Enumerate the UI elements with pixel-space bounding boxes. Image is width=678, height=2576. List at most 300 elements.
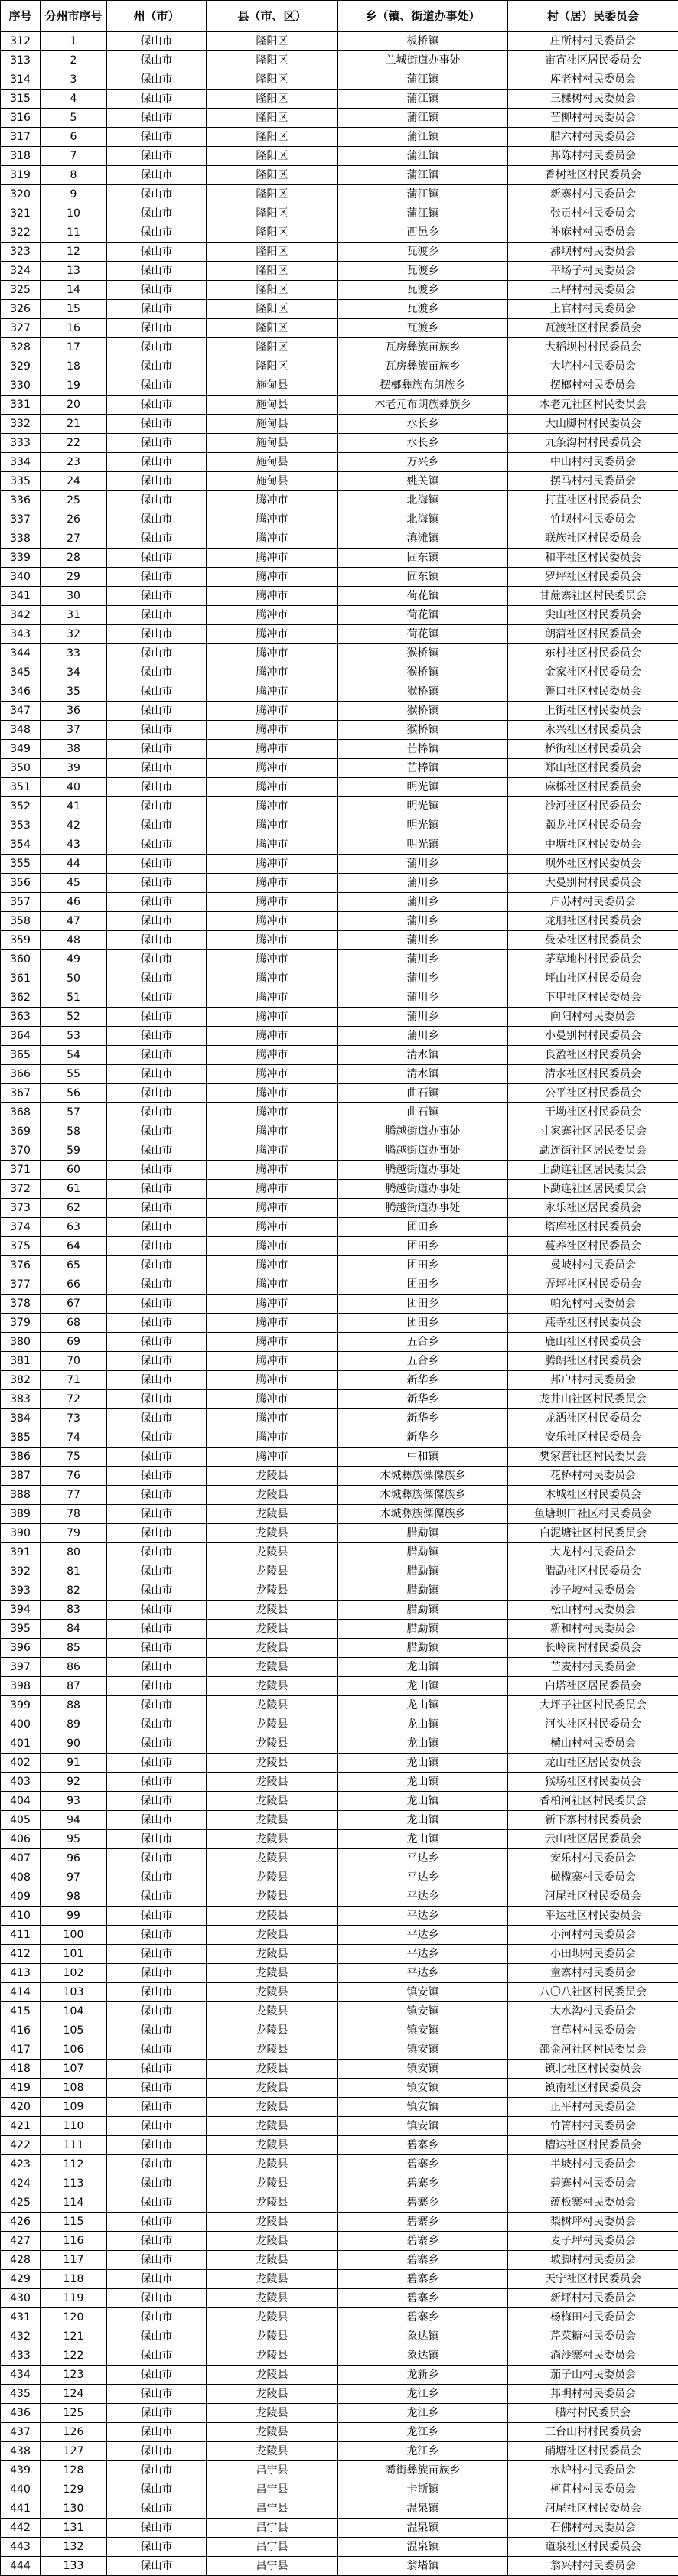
table-row bbox=[1, 2270, 678, 2289]
cell-seq: 339 bbox=[1, 549, 41, 568]
cell-township: 碧寨乡 bbox=[338, 2270, 508, 2289]
cell-township: 腾越街道办事处 bbox=[338, 1180, 508, 1199]
table-row bbox=[1, 1639, 678, 1658]
cell-township: 五合乡 bbox=[338, 1352, 508, 1371]
cell-city-seq: 118 bbox=[41, 2270, 107, 2289]
cell-seq: 369 bbox=[1, 1122, 41, 1141]
cell-township: 北海镇 bbox=[338, 491, 508, 510]
cell-seq: 427 bbox=[1, 2232, 41, 2251]
cell-city-seq: 34 bbox=[41, 663, 107, 682]
cell-city-seq: 66 bbox=[41, 1275, 107, 1295]
table-row bbox=[1, 2289, 678, 2308]
cell-city-seq: 128 bbox=[41, 2461, 107, 2480]
table-row bbox=[1, 1046, 678, 1065]
cell-seq: 343 bbox=[1, 625, 41, 644]
table-row bbox=[1, 128, 678, 147]
cell-seq: 410 bbox=[1, 1907, 41, 1926]
cell-township: 腊勐镇 bbox=[338, 1581, 508, 1601]
cell-prefecture: 保山市 bbox=[107, 912, 207, 931]
cell-prefecture: 保山市 bbox=[107, 2519, 207, 2538]
cell-township: 龙江乡 bbox=[338, 2442, 508, 2461]
cell-seq: 406 bbox=[1, 1830, 41, 1849]
cell-township: 瓦房彝族苗族乡 bbox=[338, 338, 508, 357]
cell-committee: 公平社区村民委员会 bbox=[508, 1084, 678, 1103]
cell-prefecture: 保山市 bbox=[107, 1448, 207, 1467]
cell-seq: 366 bbox=[1, 1065, 41, 1084]
cell-city-seq: 3 bbox=[41, 70, 107, 90]
cell-city-seq: 111 bbox=[41, 2136, 107, 2155]
cell-county: 腾冲市 bbox=[207, 491, 338, 510]
cell-county: 龙陵县 bbox=[207, 1945, 338, 1964]
cell-township: 蒲江镇 bbox=[338, 109, 508, 128]
cell-county: 腾冲市 bbox=[207, 1409, 338, 1428]
cell-township: 龙江乡 bbox=[338, 2385, 508, 2404]
cell-township: 碧寨乡 bbox=[338, 2155, 508, 2174]
cell-county: 腾冲市 bbox=[207, 625, 338, 644]
table-row bbox=[1, 1218, 678, 1237]
cell-county: 龙陵县 bbox=[207, 2193, 338, 2213]
cell-county: 腾冲市 bbox=[207, 1180, 338, 1199]
cell-township: 水长乡 bbox=[338, 434, 508, 453]
cell-prefecture: 保山市 bbox=[107, 740, 207, 759]
header-county: 县（市、区） bbox=[207, 1, 338, 32]
cell-county: 龙陵县 bbox=[207, 2442, 338, 2461]
cell-prefecture: 保山市 bbox=[107, 702, 207, 721]
table-row bbox=[1, 109, 678, 128]
cell-seq: 384 bbox=[1, 1409, 41, 1428]
cell-seq: 353 bbox=[1, 816, 41, 835]
table-row bbox=[1, 1428, 678, 1448]
cell-township: 固东镇 bbox=[338, 549, 508, 568]
cell-prefecture: 保山市 bbox=[107, 2232, 207, 2251]
cell-city-seq: 17 bbox=[41, 338, 107, 357]
cell-committee: 麦子坪村民委员会 bbox=[508, 2232, 678, 2251]
cell-prefecture: 保山市 bbox=[107, 281, 207, 300]
cell-committee: 上官村村民委员会 bbox=[508, 300, 678, 319]
cell-prefecture: 保山市 bbox=[107, 1486, 207, 1505]
table-row bbox=[1, 606, 678, 625]
cell-seq: 436 bbox=[1, 2404, 41, 2423]
cell-township: 蒲川乡 bbox=[338, 1027, 508, 1046]
cell-seq: 367 bbox=[1, 1084, 41, 1103]
cell-prefecture: 保山市 bbox=[107, 988, 207, 1008]
cell-county: 腾冲市 bbox=[207, 1448, 338, 1467]
cell-committee: 干坳社区村民委员会 bbox=[508, 1103, 678, 1122]
table-row bbox=[1, 1830, 678, 1849]
cell-city-seq: 19 bbox=[41, 376, 107, 396]
cell-committee: 八〇八社区村民委员会 bbox=[508, 1983, 678, 2002]
cell-city-seq: 132 bbox=[41, 2538, 107, 2557]
cell-township: 瓦渡乡 bbox=[338, 243, 508, 262]
cell-township: 镇安镇 bbox=[338, 2021, 508, 2040]
cell-county: 龙陵县 bbox=[207, 2232, 338, 2251]
cell-county: 隆阳区 bbox=[207, 90, 338, 109]
cell-committee: 镇南社区村民委员会 bbox=[508, 2079, 678, 2098]
cell-seq: 404 bbox=[1, 1792, 41, 1811]
cell-city-seq: 85 bbox=[41, 1639, 107, 1658]
cell-prefecture: 保山市 bbox=[107, 797, 207, 816]
table-row bbox=[1, 549, 678, 568]
cell-county: 龙陵县 bbox=[207, 2423, 338, 2442]
cell-city-seq: 133 bbox=[41, 2557, 107, 2576]
cell-prefecture: 保山市 bbox=[107, 1295, 207, 1314]
table-row bbox=[1, 2404, 678, 2423]
cell-seq: 443 bbox=[1, 2538, 41, 2557]
cell-city-seq: 52 bbox=[41, 1008, 107, 1027]
cell-township: 镇安镇 bbox=[338, 2117, 508, 2136]
cell-seq: 313 bbox=[1, 51, 41, 70]
cell-county: 龙陵县 bbox=[207, 2079, 338, 2098]
cell-committee: 花桥村村民委员会 bbox=[508, 1467, 678, 1486]
cell-prefecture: 保山市 bbox=[107, 1352, 207, 1371]
cell-seq: 374 bbox=[1, 1218, 41, 1237]
cell-city-seq: 46 bbox=[41, 893, 107, 912]
cell-prefecture: 保山市 bbox=[107, 2289, 207, 2308]
cell-township: 镇安镇 bbox=[338, 2060, 508, 2079]
table-row bbox=[1, 816, 678, 835]
cell-county: 龙陵县 bbox=[207, 2366, 338, 2385]
cell-prefecture: 保山市 bbox=[107, 1275, 207, 1295]
cell-township: 平达乡 bbox=[338, 1907, 508, 1926]
cell-committee: 鹿山社区村民委员会 bbox=[508, 1333, 678, 1352]
cell-seq: 349 bbox=[1, 740, 41, 759]
cell-township: 蒲川乡 bbox=[338, 988, 508, 1008]
cell-committee: 三坪村村民委员会 bbox=[508, 281, 678, 300]
cell-township: 镇安镇 bbox=[338, 2002, 508, 2021]
cell-township: 瓦渡乡 bbox=[338, 262, 508, 281]
cell-county: 龙陵县 bbox=[207, 2213, 338, 2232]
table-row bbox=[1, 1161, 678, 1180]
cell-township: 板桥镇 bbox=[338, 32, 508, 51]
cell-prefecture: 保山市 bbox=[107, 2308, 207, 2327]
cell-seq: 356 bbox=[1, 874, 41, 893]
cell-township: 蒲川乡 bbox=[338, 874, 508, 893]
cell-city-seq: 55 bbox=[41, 1065, 107, 1084]
cell-township: 固东镇 bbox=[338, 568, 508, 587]
table-row bbox=[1, 1926, 678, 1945]
cell-seq: 359 bbox=[1, 931, 41, 950]
cell-city-seq: 64 bbox=[41, 1237, 107, 1256]
cell-township: 翁堵镇 bbox=[338, 2557, 508, 2576]
table-row bbox=[1, 2136, 678, 2155]
cell-city-seq: 114 bbox=[41, 2193, 107, 2213]
table-row bbox=[1, 625, 678, 644]
cell-prefecture: 保山市 bbox=[107, 682, 207, 702]
cell-county: 腾冲市 bbox=[207, 1371, 338, 1390]
cell-prefecture: 保山市 bbox=[107, 2557, 207, 2576]
cell-prefecture: 保山市 bbox=[107, 1256, 207, 1275]
cell-city-seq: 104 bbox=[41, 2002, 107, 2021]
cell-county: 龙陵县 bbox=[207, 2270, 338, 2289]
cell-township: 耈街彝族苗族乡 bbox=[338, 2461, 508, 2480]
cell-seq: 341 bbox=[1, 587, 41, 606]
cell-prefecture: 保山市 bbox=[107, 1065, 207, 1084]
table-row bbox=[1, 1792, 678, 1811]
cell-city-seq: 21 bbox=[41, 415, 107, 434]
cell-county: 龙陵县 bbox=[207, 1887, 338, 1907]
cell-committee: 水炉村村民委员会 bbox=[508, 2461, 678, 2480]
cell-seq: 316 bbox=[1, 109, 41, 128]
cell-seq: 372 bbox=[1, 1180, 41, 1199]
cell-prefecture: 保山市 bbox=[107, 663, 207, 682]
cell-prefecture: 保山市 bbox=[107, 950, 207, 969]
cell-committee: 平场子村民委员会 bbox=[508, 262, 678, 281]
cell-county: 腾冲市 bbox=[207, 1008, 338, 1027]
cell-township: 木城彝族傈僳族乡 bbox=[338, 1467, 508, 1486]
table-row bbox=[1, 1486, 678, 1505]
cell-committee: 小田坝村民委员会 bbox=[508, 1945, 678, 1964]
cell-city-seq: 83 bbox=[41, 1601, 107, 1620]
cell-township: 猴桥镇 bbox=[338, 663, 508, 682]
table-row bbox=[1, 376, 678, 396]
cell-city-seq: 28 bbox=[41, 549, 107, 568]
cell-seq: 375 bbox=[1, 1237, 41, 1256]
cell-committee: 茅草地村村民委员会 bbox=[508, 950, 678, 969]
cell-seq: 334 bbox=[1, 453, 41, 472]
cell-county: 龙陵县 bbox=[207, 1505, 338, 1524]
cell-seq: 314 bbox=[1, 70, 41, 90]
cell-committee: 户苏村村民委员会 bbox=[508, 893, 678, 912]
cell-township: 温泉镇 bbox=[338, 2538, 508, 2557]
cell-prefecture: 保山市 bbox=[107, 70, 207, 90]
cell-prefecture: 保山市 bbox=[107, 223, 207, 243]
cell-seq: 414 bbox=[1, 1983, 41, 2002]
cell-county: 腾冲市 bbox=[207, 988, 338, 1008]
table-row bbox=[1, 950, 678, 969]
cell-committee: 联族社区村民委员会 bbox=[508, 529, 678, 549]
cell-prefecture: 保山市 bbox=[107, 1390, 207, 1409]
cell-city-seq: 76 bbox=[41, 1467, 107, 1486]
table-row bbox=[1, 1390, 678, 1409]
cell-prefecture: 保山市 bbox=[107, 2366, 207, 2385]
cell-committee: 燕寺社区村民委员会 bbox=[508, 1314, 678, 1333]
cell-city-seq: 62 bbox=[41, 1199, 107, 1218]
table-row bbox=[1, 1505, 678, 1524]
table-row bbox=[1, 1562, 678, 1581]
cell-prefecture: 保山市 bbox=[107, 1008, 207, 1027]
cell-township: 平达乡 bbox=[338, 1945, 508, 1964]
cell-city-seq: 96 bbox=[41, 1849, 107, 1868]
cell-township: 腊勐镇 bbox=[338, 1562, 508, 1581]
cell-prefecture: 保山市 bbox=[107, 1428, 207, 1448]
cell-city-seq: 58 bbox=[41, 1122, 107, 1141]
cell-prefecture: 保山市 bbox=[107, 472, 207, 491]
cell-seq: 383 bbox=[1, 1390, 41, 1409]
cell-township: 猴桥镇 bbox=[338, 702, 508, 721]
cell-seq: 429 bbox=[1, 2270, 41, 2289]
table-row bbox=[1, 1581, 678, 1601]
cell-city-seq: 16 bbox=[41, 319, 107, 338]
cell-city-seq: 27 bbox=[41, 529, 107, 549]
cell-city-seq: 10 bbox=[41, 204, 107, 223]
table-row bbox=[1, 70, 678, 90]
table-row bbox=[1, 1734, 678, 1754]
cell-city-seq: 126 bbox=[41, 2423, 107, 2442]
cell-city-seq: 100 bbox=[41, 1926, 107, 1945]
cell-city-seq: 105 bbox=[41, 2021, 107, 2040]
cell-county: 龙陵县 bbox=[207, 2136, 338, 2155]
cell-city-seq: 1 bbox=[41, 32, 107, 51]
cell-prefecture: 保山市 bbox=[107, 434, 207, 453]
cell-county: 龙陵县 bbox=[207, 1715, 338, 1734]
table-row bbox=[1, 338, 678, 357]
cell-city-seq: 108 bbox=[41, 2079, 107, 2098]
cell-township: 滇滩镇 bbox=[338, 529, 508, 549]
cell-seq: 442 bbox=[1, 2519, 41, 2538]
cell-committee: 龙山社区居民委员会 bbox=[508, 1754, 678, 1773]
cell-county: 龙陵县 bbox=[207, 1524, 338, 1543]
table-row bbox=[1, 1983, 678, 2002]
cell-city-seq: 29 bbox=[41, 568, 107, 587]
cell-county: 腾冲市 bbox=[207, 721, 338, 740]
cell-committee: 邦明村村民委员会 bbox=[508, 2385, 678, 2404]
cell-committee: 天宁社区村民委员会 bbox=[508, 2270, 678, 2289]
header-seq: 序号 bbox=[1, 1, 41, 32]
cell-city-seq: 71 bbox=[41, 1371, 107, 1390]
cell-city-seq: 2 bbox=[41, 51, 107, 70]
cell-prefecture: 保山市 bbox=[107, 185, 207, 204]
cell-committee: 中山村村民委员会 bbox=[508, 453, 678, 472]
cell-committee: 小曼别村村民委员会 bbox=[508, 1027, 678, 1046]
table-row bbox=[1, 1945, 678, 1964]
cell-county: 隆阳区 bbox=[207, 147, 338, 166]
cell-county: 施甸县 bbox=[207, 396, 338, 415]
cell-county: 腾冲市 bbox=[207, 835, 338, 855]
table-row bbox=[1, 893, 678, 912]
table-row bbox=[1, 434, 678, 453]
cell-city-seq: 92 bbox=[41, 1773, 107, 1792]
cell-seq: 330 bbox=[1, 376, 41, 396]
cell-committee: 坪山社区村民委员会 bbox=[508, 969, 678, 988]
cell-prefecture: 保山市 bbox=[107, 1199, 207, 1218]
cell-prefecture: 保山市 bbox=[107, 1677, 207, 1696]
cell-committee: 腊六村村民委员会 bbox=[508, 128, 678, 147]
cell-city-seq: 93 bbox=[41, 1792, 107, 1811]
cell-seq: 430 bbox=[1, 2289, 41, 2308]
cell-seq: 331 bbox=[1, 396, 41, 415]
table-row bbox=[1, 2346, 678, 2366]
cell-city-seq: 42 bbox=[41, 816, 107, 835]
cell-seq: 426 bbox=[1, 2213, 41, 2232]
cell-county: 隆阳区 bbox=[207, 32, 338, 51]
cell-committee: 下甲社区村民委员会 bbox=[508, 988, 678, 1008]
cell-township: 腾越街道办事处 bbox=[338, 1199, 508, 1218]
cell-seq: 363 bbox=[1, 1008, 41, 1027]
cell-city-seq: 11 bbox=[41, 223, 107, 243]
cell-township: 平达乡 bbox=[338, 1926, 508, 1945]
cell-township: 腾越街道办事处 bbox=[338, 1161, 508, 1180]
cell-seq: 407 bbox=[1, 1849, 41, 1868]
cell-city-seq: 65 bbox=[41, 1256, 107, 1275]
table-row bbox=[1, 740, 678, 759]
cell-county: 腾冲市 bbox=[207, 1161, 338, 1180]
cell-committee: 大坪子社区村民委员会 bbox=[508, 1696, 678, 1715]
cell-township: 象达镇 bbox=[338, 2346, 508, 2366]
cell-committee: 蕴板寨村民委员会 bbox=[508, 2193, 678, 2213]
cell-committee: 新寨村村民委员会 bbox=[508, 185, 678, 204]
table-row bbox=[1, 396, 678, 415]
table-row bbox=[1, 529, 678, 549]
cell-seq: 355 bbox=[1, 855, 41, 874]
cell-city-seq: 22 bbox=[41, 434, 107, 453]
cell-committee: 张贡村村民委员会 bbox=[508, 204, 678, 223]
cell-county: 腾冲市 bbox=[207, 912, 338, 931]
cell-township: 平达乡 bbox=[338, 1868, 508, 1887]
cell-city-seq: 33 bbox=[41, 644, 107, 663]
cell-county: 腾冲市 bbox=[207, 759, 338, 778]
cell-prefecture: 保山市 bbox=[107, 2461, 207, 2480]
table-row bbox=[1, 223, 678, 243]
cell-township: 蒲江镇 bbox=[338, 128, 508, 147]
cell-city-seq: 81 bbox=[41, 1562, 107, 1581]
cell-prefecture: 保山市 bbox=[107, 2098, 207, 2117]
cell-prefecture: 保山市 bbox=[107, 1371, 207, 1390]
cell-seq: 325 bbox=[1, 281, 41, 300]
cell-prefecture: 保山市 bbox=[107, 1868, 207, 1887]
cell-city-seq: 73 bbox=[41, 1409, 107, 1428]
cell-city-seq: 48 bbox=[41, 931, 107, 950]
cell-seq: 403 bbox=[1, 1773, 41, 1792]
cell-township: 腾越街道办事处 bbox=[338, 1141, 508, 1161]
table-row bbox=[1, 988, 678, 1008]
cell-committee: 金家社区村民委员会 bbox=[508, 663, 678, 682]
cell-seq: 411 bbox=[1, 1926, 41, 1945]
cell-prefecture: 保山市 bbox=[107, 1161, 207, 1180]
cell-seq: 398 bbox=[1, 1677, 41, 1696]
cell-seq: 421 bbox=[1, 2117, 41, 2136]
cell-committee: 新和村村民委员会 bbox=[508, 1620, 678, 1639]
cell-seq: 382 bbox=[1, 1371, 41, 1390]
cell-prefecture: 保山市 bbox=[107, 2060, 207, 2079]
cell-seq: 332 bbox=[1, 415, 41, 434]
cell-county: 昌宁县 bbox=[207, 2499, 338, 2519]
table-row bbox=[1, 510, 678, 529]
cell-seq: 395 bbox=[1, 1620, 41, 1639]
cell-prefecture: 保山市 bbox=[107, 606, 207, 625]
cell-township: 镇安镇 bbox=[338, 1983, 508, 2002]
cell-committee: 罗坪社区村民委员会 bbox=[508, 568, 678, 587]
cell-county: 龙陵县 bbox=[207, 1677, 338, 1696]
table-row bbox=[1, 2327, 678, 2346]
cell-committee: 坡脚村村民委员会 bbox=[508, 2251, 678, 2270]
cell-county: 腾冲市 bbox=[207, 1352, 338, 1371]
cell-township: 龙山镇 bbox=[338, 1734, 508, 1754]
cell-township: 木城彝族傈僳族乡 bbox=[338, 1505, 508, 1524]
cell-county: 隆阳区 bbox=[207, 281, 338, 300]
cell-prefecture: 保山市 bbox=[107, 2538, 207, 2557]
cell-township: 腊勐镇 bbox=[338, 1620, 508, 1639]
cell-county: 腾冲市 bbox=[207, 1122, 338, 1141]
table-row bbox=[1, 2155, 678, 2174]
table-row bbox=[1, 2557, 678, 2576]
cell-county: 腾冲市 bbox=[207, 1199, 338, 1218]
cell-county: 隆阳区 bbox=[207, 262, 338, 281]
table-row bbox=[1, 185, 678, 204]
cell-committee: 向阳村村民委员会 bbox=[508, 1008, 678, 1027]
cell-seq: 413 bbox=[1, 1964, 41, 1983]
cell-city-seq: 82 bbox=[41, 1581, 107, 1601]
cell-township: 象达镇 bbox=[338, 2327, 508, 2346]
cell-prefecture: 保山市 bbox=[107, 1467, 207, 1486]
cell-prefecture: 保山市 bbox=[107, 1639, 207, 1658]
cell-city-seq: 41 bbox=[41, 797, 107, 816]
table-row bbox=[1, 453, 678, 472]
header-row bbox=[1, 1, 678, 32]
cell-committee: 上勐连社区居民委员会 bbox=[508, 1161, 678, 1180]
cell-seq: 396 bbox=[1, 1639, 41, 1658]
cell-city-seq: 4 bbox=[41, 90, 107, 109]
cell-county: 腾冲市 bbox=[207, 510, 338, 529]
